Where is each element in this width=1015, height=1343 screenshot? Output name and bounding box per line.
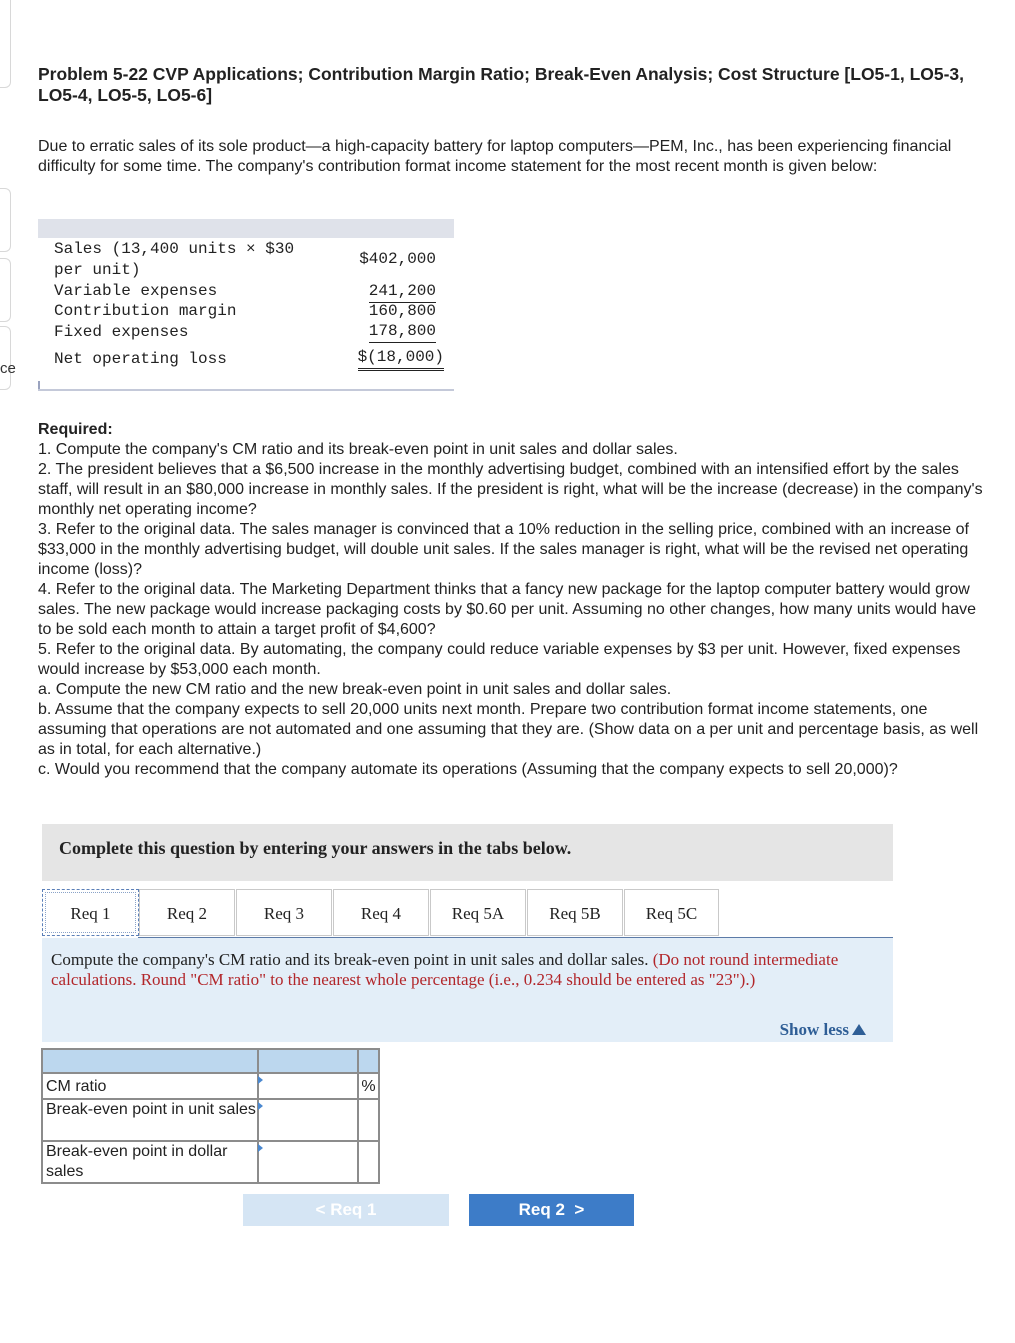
side-card-1 bbox=[0, 188, 11, 252]
cm-ratio-input[interactable] bbox=[258, 1073, 358, 1099]
chevron-left-icon: < bbox=[315, 1200, 326, 1219]
statement-value-fixed: 178,800 bbox=[369, 321, 436, 343]
statement-label-cm: Contribution margin bbox=[54, 302, 237, 320]
breakeven-units-unit bbox=[358, 1099, 379, 1141]
input-marker-icon bbox=[258, 1102, 263, 1110]
answer-row bbox=[42, 1073, 379, 1099]
required-item: 5. Refer to the original data. By automating, the company could reduce variable expenses by $3 per unit. However, fixed expenses would increase by $53,000 each month. bbox=[38, 641, 961, 678]
statement-label-fixed: Fixed expenses bbox=[54, 323, 189, 341]
answer-row bbox=[42, 1099, 379, 1141]
statement-label-variable: Variable expenses bbox=[54, 282, 218, 300]
problem-intro: Due to erratic sales of its sole product—a high-capacity battery for laptop computers—PEM, Inc., has been experiencing financial difficulty for some time. The company's contribution format income statement for the most recent month is given below: bbox=[38, 138, 952, 175]
chevron-right-icon: > bbox=[569, 1200, 585, 1219]
side-card-2 bbox=[0, 258, 11, 322]
required-item: b. Assume that the company expects to sell 20,000 units next month. Prepare two contribution format income statements, one assuming that operations are not automated and one assuming that they are. (Show data on a per unit and percentage basis, as well as in total, for each alternative.) bbox=[38, 701, 979, 758]
instruction-main: Compute the company's CM ratio and its break-even point in unit sales and dollar sales. bbox=[51, 950, 649, 969]
row-label-breakeven-units: Break-even point in unit sales bbox=[42, 1099, 258, 1141]
required-heading: Required: bbox=[38, 421, 113, 438]
tab-req-2[interactable]: Req 2 bbox=[139, 889, 235, 936]
show-less-button[interactable] bbox=[780, 1020, 866, 1040]
statement-label-net: Net operating loss bbox=[54, 350, 227, 368]
tab-req-5c[interactable]: Req 5C bbox=[624, 889, 719, 936]
answer-table bbox=[41, 1048, 380, 1184]
required-item: 3. Refer to the original data. The sales manager is convinced that a 10% reduction in the selling price, combined with an increase of $33,000 in the monthly advertising budget, will double unit sales. If the sales manager is right, what will be the revised net operating income (loss)? bbox=[38, 521, 969, 578]
input-marker-icon bbox=[258, 1144, 263, 1152]
tab-req-5a[interactable]: Req 5A bbox=[430, 889, 526, 936]
cm-ratio-unit: % bbox=[358, 1073, 379, 1099]
required-item: a. Compute the new CM ratio and the new break-even point in unit sales and dollar sales. bbox=[38, 681, 672, 698]
side-card-top bbox=[0, 0, 11, 88]
header-cell bbox=[358, 1049, 379, 1073]
tab-req-5b[interactable]: Req 5B bbox=[527, 889, 623, 936]
statement-label-sales: Sales (13,400 units × $30 per unit) bbox=[54, 240, 295, 279]
statement-value-variable: 241,200 bbox=[369, 281, 436, 303]
header-cell bbox=[258, 1049, 358, 1073]
next-req-button[interactable] bbox=[469, 1194, 634, 1226]
instruction-note: (Do not round intermediate calculations. Round "CM ratio" to the nearest whole percentage (i.e., 0.234 should be entered as "23").) bbox=[51, 950, 839, 989]
show-less-label: Show less bbox=[779, 1020, 849, 1039]
prev-req-button[interactable] bbox=[243, 1194, 449, 1226]
breakeven-dollars-unit bbox=[358, 1141, 379, 1183]
statement-bottom-rule bbox=[38, 389, 454, 391]
required-item: 2. The president believes that a $6,500 increase in the monthly advertising budget, combined with an intensified effort by the sales staff, will result in an $80,000 increase in monthly sales. If the president is right, what will be the increase (decrease) in the company's monthly net operating income? bbox=[38, 461, 983, 518]
required-section bbox=[38, 420, 983, 780]
header-cell bbox=[42, 1049, 258, 1073]
tab-req-1[interactable]: Req 1 bbox=[42, 889, 139, 936]
income-statement bbox=[38, 219, 454, 391]
statement-header bbox=[38, 219, 454, 238]
prev-req-label: Req 1 bbox=[330, 1200, 377, 1219]
tab-req-4[interactable]: Req 4 bbox=[333, 889, 429, 936]
breakeven-units-input[interactable] bbox=[258, 1099, 358, 1141]
statement-value-sales: $402,000 bbox=[359, 250, 436, 268]
row-label-breakeven-dollars: Break-even point in dollar sales bbox=[42, 1141, 258, 1183]
side-card-3 bbox=[0, 326, 11, 390]
statement-value-net: $(18,000) bbox=[358, 347, 444, 371]
required-item: 4. Refer to the original data. The Marketing Department thinks that a fancy new package for the laptop computer battery would grow sales. The new package would increase packaging costs by $0.60 per unit. Assuming no other changes, how many units would have to be sold each month to attain a target profit of $4,600? bbox=[38, 581, 977, 638]
tabs-panel-header bbox=[42, 824, 893, 881]
tab-instructions bbox=[42, 938, 893, 1042]
triangle-up-icon bbox=[852, 1024, 866, 1035]
input-marker-icon bbox=[258, 1076, 263, 1084]
answer-row bbox=[42, 1141, 379, 1183]
tab-req-3[interactable]: Req 3 bbox=[236, 889, 332, 936]
statement-value-cm: 160,800 bbox=[368, 302, 436, 320]
edge-text: ce bbox=[0, 360, 16, 377]
breakeven-dollars-input[interactable] bbox=[258, 1141, 358, 1183]
panel-instruction: Complete this question by entering your answers in the tabs below. bbox=[59, 838, 572, 858]
next-req-label: Req 2 bbox=[518, 1200, 565, 1219]
required-item: c. Would you recommend that the company automate its operations (Assuming that the company expects to sell 20,000)? bbox=[38, 761, 898, 778]
required-item: 1. Compute the company's CM ratio and its break-even point in unit sales and dollar sales. bbox=[38, 441, 678, 458]
answer-header-row bbox=[42, 1049, 379, 1073]
instruction-text bbox=[51, 950, 871, 990]
problem-title: Problem 5-22 CVP Applications; Contribution Margin Ratio; Break-Even Analysis; Cost Structure [LO5-1, LO5-3, LO5-4, LO5-5, LO5-6] bbox=[38, 64, 965, 105]
row-label-cm-ratio: CM ratio bbox=[42, 1073, 258, 1099]
